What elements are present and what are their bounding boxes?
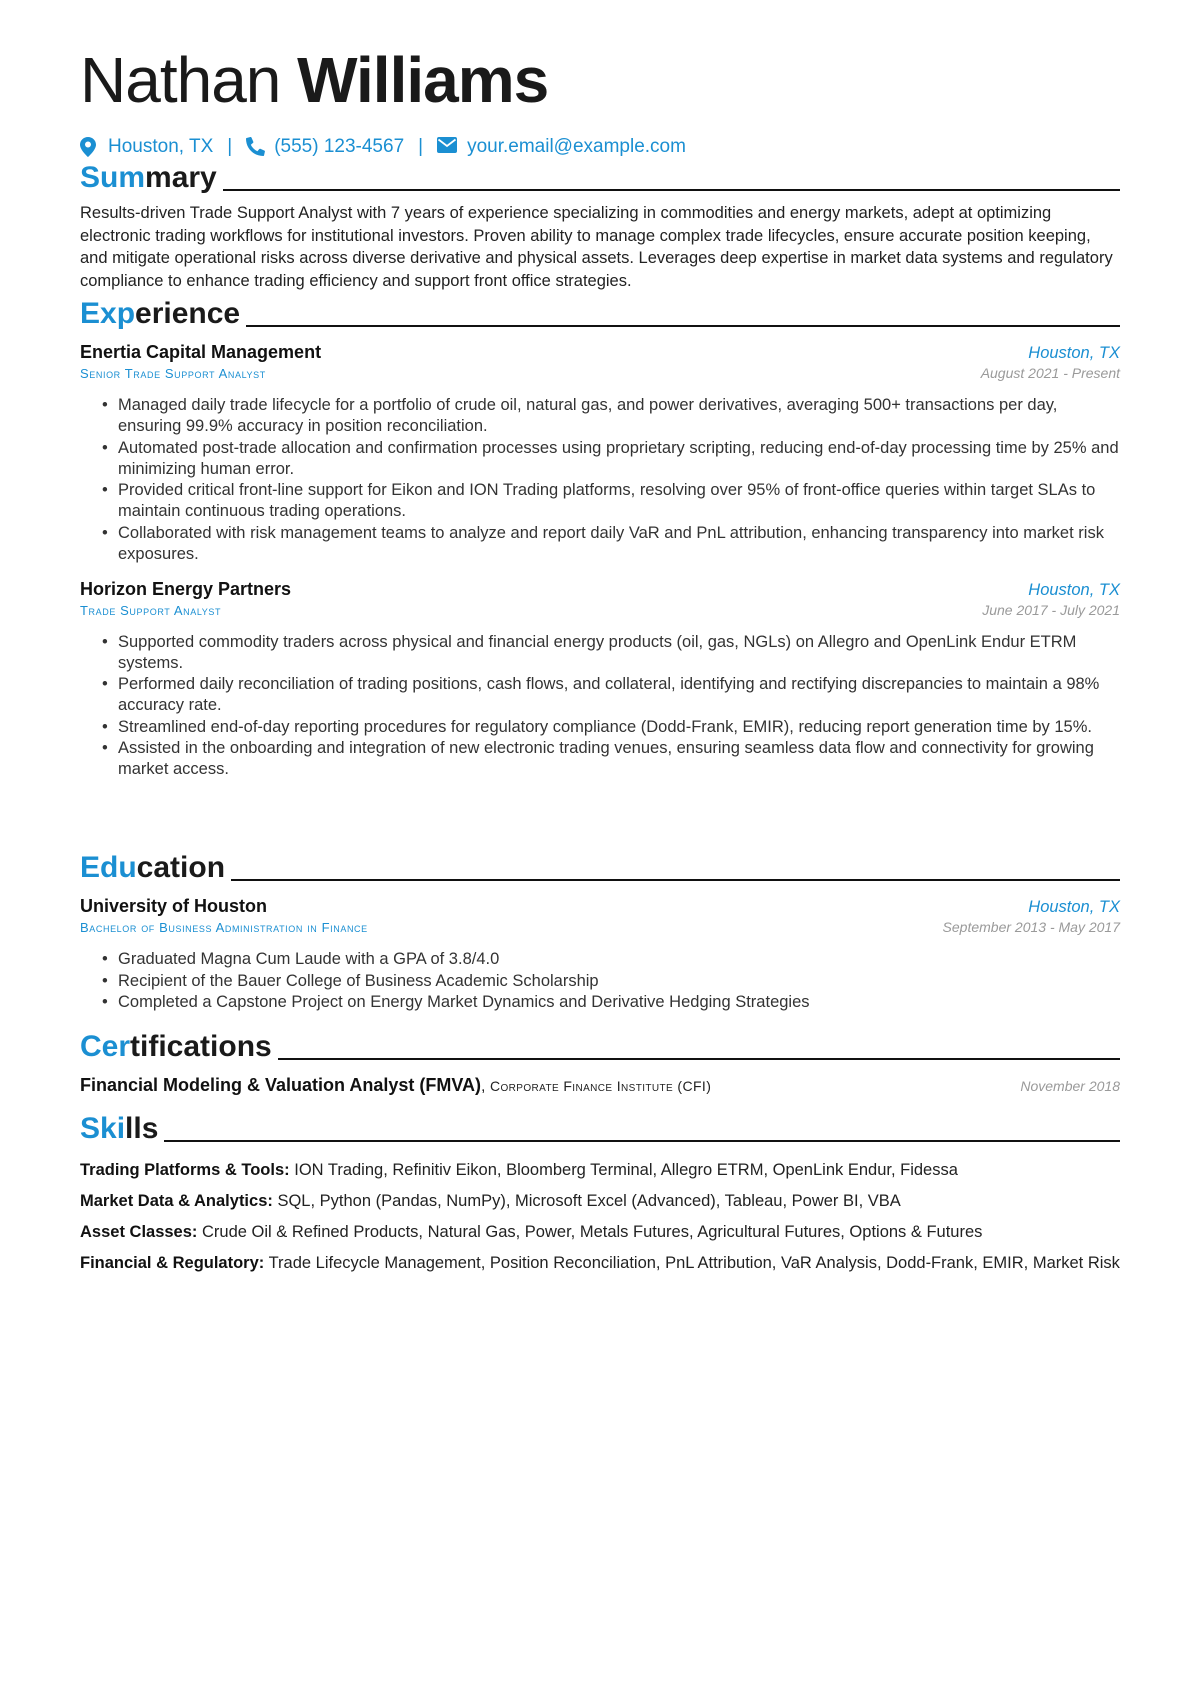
skill-label: Financial & Regulatory: [80,1254,265,1272]
list-item: • Recipient of the Bauer College of Business Academic Scholarship [80,971,1120,992]
section-rule [164,1140,1120,1142]
education-section [80,846,1120,1014]
email-link[interactable]: your.email@example.com [467,136,686,157]
school-name: University of Houston [80,896,268,916]
degree: Bachelor of Business Administration in Finance [80,920,368,935]
contact-separator: | [418,136,424,157]
first-name: Nathan [80,44,281,116]
skills-list [80,1159,1120,1274]
summary-section [80,156,1120,292]
skill-value: Trade Lifecycle Management, Position Reconciliation, PnL Attribution, VaR Analysis, Dodd-Frank, EMIR, Market Risk [268,1254,1120,1272]
education-entry [80,896,1120,1013]
certification-entry [80,1075,1120,1096]
phone-text: (555) 123-4567 [274,136,405,157]
job-location: Houston, TX [1028,344,1120,362]
contact-separator: | [227,136,233,157]
section-heading [80,156,1120,196]
list-item: • Completed a Capstone Project on Energy Market Dynamics and Derivative Hedging Strategies [80,992,1120,1013]
summary-text: Results-driven Trade Support Analyst with 7 years of experience specializing in commodities and energy markets, adept at optimizing electronic trading workflows for institutional investors. Proven ability to manage complex trade lifecycles, ensure accurate position keeping, and mitigate operational risks across diverse derivative and physical assets. Leverages deep expertise in market data systems and regulatory compliance to enhance trading efficiency and support front office strategies. [80,204,1113,290]
job-title: Trade Support Analyst [80,602,222,618]
certification-comma: , [481,1078,486,1095]
contact-email[interactable] [437,136,686,158]
section-rule [231,879,1120,881]
contact-phone[interactable] [246,136,404,158]
list-item: • Collaborated with risk management teams to analyze and report daily VaR and PnL attribution, enhancing transparency into market risk exposures. [80,523,1120,565]
list-item: • Performed daily reconciliation of trading positions, cash flows, and collateral, identifying and rectifying discrepancies to maintain a 98% accuracy rate. [80,674,1120,716]
last-name: Williams [297,44,549,116]
envelope-icon [437,137,457,157]
list-item: • Managed daily trade lifecycle for a portfolio of crude oil, natural gas, and power derivatives, averaging 500+ transactions per day, ensuring 99.9% accuracy in position reconciliation. [80,395,1120,437]
location-text: Houston, TX [108,136,214,157]
job-entry [80,579,1120,781]
phone-icon [246,137,264,157]
section-title: Summary [80,161,217,194]
skill-line [80,1190,1120,1212]
list-item: • Supported commodity traders across physical and financial energy products (oil, gas, NGLs) on Allegro and OpenLink Endur ETRM systems. [80,632,1120,674]
job-entry [80,342,1120,565]
skills-section [80,1107,1120,1283]
skill-label: Asset Classes: [80,1223,198,1241]
job-dates: June 2017 - July 2021 [982,601,1120,618]
job-bullets [80,632,1120,781]
job-bullets [80,395,1120,565]
section-rule [223,189,1120,191]
skill-value: SQL, Python (Pandas, NumPy), Microsoft Excel (Advanced), Tableau, Power BI, VBA [277,1192,901,1210]
skill-label: Market Data & Analytics: [80,1192,273,1210]
section-title: Skills [80,1112,159,1145]
job-dates: August 2021 - Present [980,365,1120,381]
skill-line [80,1159,1120,1181]
contact-location [80,136,213,158]
school-location: Houston, TX [1028,898,1120,916]
section-rule [246,325,1120,327]
list-item: • Assisted in the onboarding and integration of new electronic trading venues, ensuring seamless data flow and connectivity for growing market access. [80,738,1120,780]
company-name: Enertia Capital Management [80,342,322,362]
section-heading [80,292,1120,332]
list-item: • Streamlined end-of-day reporting procedures for regulatory compliance (Dodd-Frank, EMIR), reducing report generation time by 15%. [80,717,1120,738]
section-heading [80,1025,1120,1065]
skill-value: Crude Oil & Refined Products, Natural Gas, Power, Metals Futures, Agricultural Futures, Options & Futures [202,1223,983,1241]
certification-institute: Corporate Finance Institute (CFI) [489,1078,712,1094]
skill-value: ION Trading, Refinitiv Eikon, Bloomberg Terminal, Allegro ETRM, OpenLink Endur, Fidessa [294,1161,958,1179]
list-item: • Automated post-trade allocation and confirmation processes using proprietary scripting, reducing end-of-day processing time by 25% and minimizing human error. [80,438,1120,480]
skill-line [80,1221,1120,1243]
job-title: Senior Trade Support Analyst [80,366,266,381]
section-heading [80,1107,1120,1147]
education-bullets [80,949,1120,1013]
company-name: Horizon Energy Partners [80,578,292,599]
section-title: Experience [80,297,241,330]
education-dates: September 2013 - May 2017 [942,919,1120,935]
experience-section [80,292,1120,781]
skill-line [80,1252,1120,1274]
certifications-section [80,1025,1120,1096]
list-item: • Provided critical front-line support for Eikon and ION Trading platforms, resolving over 95% of front-office queries within target SLAs to maintain continuous trading operations. [80,480,1120,522]
section-title: Education [80,851,226,884]
map-marker-icon [80,137,98,157]
section-heading [80,846,1120,886]
candidate-name [80,40,548,120]
job-location: Houston, TX [1028,580,1120,599]
skill-label: Trading Platforms & Tools: [80,1161,290,1179]
list-item: • Graduated Magna Cum Laude with a GPA of 3.8/4.0 [80,949,1120,970]
section-rule [278,1058,1120,1060]
certification-name: Financial Modeling & Valuation Analyst (FMVA) [80,1075,482,1095]
section-title: Certifications [80,1030,272,1063]
certification-date: November 2018 [1020,1078,1120,1094]
